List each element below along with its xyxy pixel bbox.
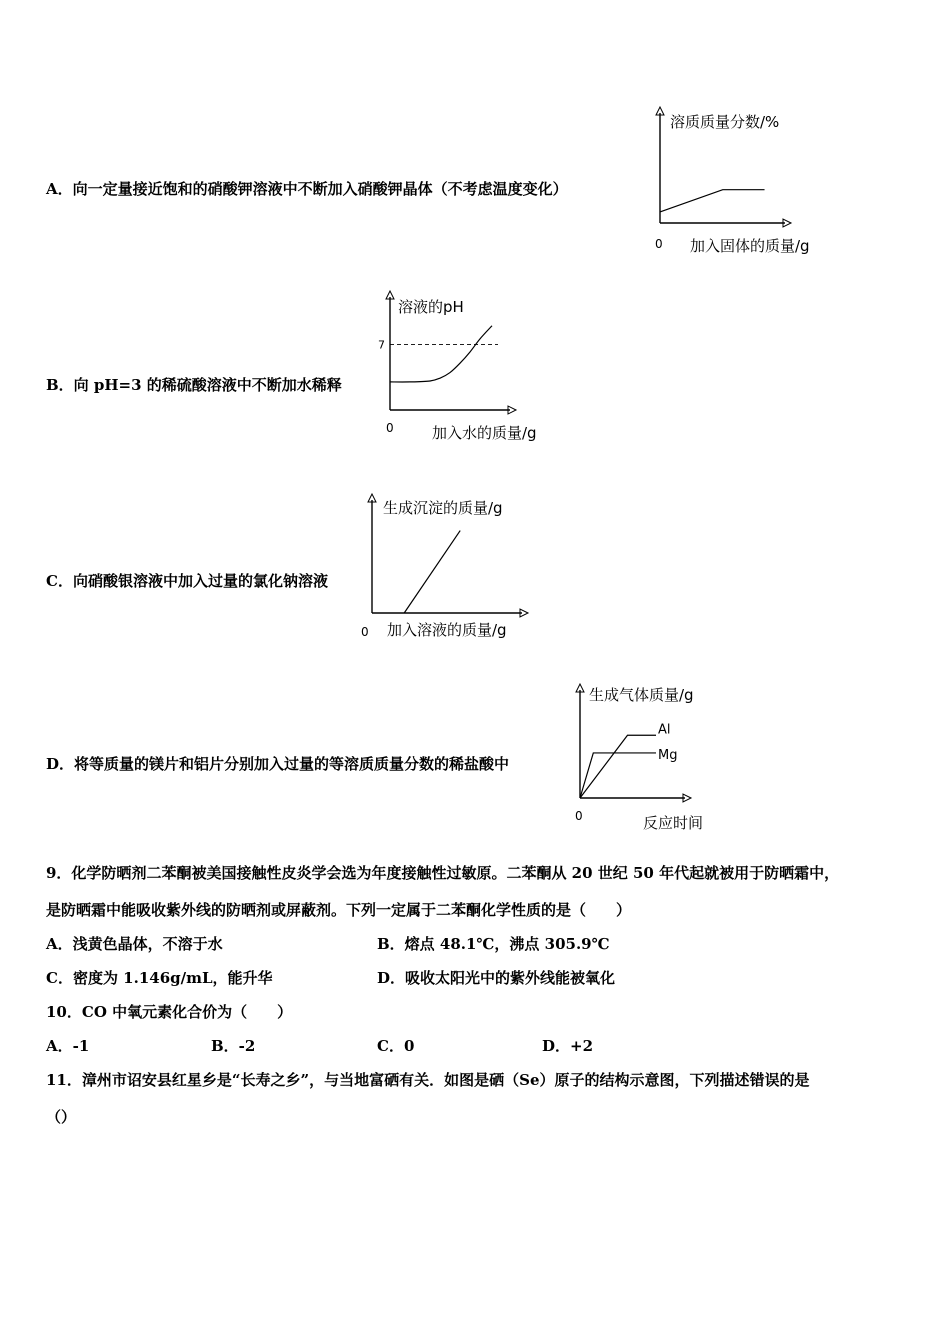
graph-a <box>640 105 840 260</box>
option-8-c: C．向硝酸银溶液中加入过量的氯化钠溶液 <box>46 572 328 590</box>
option-9-b: B．熔点 48.1℃，沸点 305.9℃ <box>377 935 610 953</box>
y-axis-label: 生成沉淀的质量/g <box>383 499 503 517</box>
series-line-Mg <box>580 753 656 798</box>
x-axis-label: 反应时间 <box>643 814 704 832</box>
origin-label: 0 <box>386 421 394 435</box>
x-axis-label: 加入固体的质量/g <box>690 237 810 255</box>
y-axis-label: 生成气体质量/g <box>589 686 694 704</box>
series-label-Al: Al <box>658 722 671 738</box>
origin-label: 0 <box>575 809 583 823</box>
option-9-a: A．浅黄色晶体，不溶于水 <box>46 935 223 953</box>
option-9-c: C．密度为 1.146g/mL，能升华 <box>46 969 273 987</box>
option-10-d: D．+2 <box>542 1037 594 1055</box>
graph-c <box>355 492 545 642</box>
option-10-a: A．-1 <box>46 1037 90 1055</box>
option-10-c: C．0 <box>377 1037 415 1055</box>
origin-label: 0 <box>655 237 663 251</box>
x-axis-label: 加入溶液的质量/g <box>387 621 507 639</box>
reference-line-label: 7 <box>378 338 385 352</box>
series-line-pH <box>390 326 492 382</box>
series-line-沉淀质量 <box>404 531 460 613</box>
origin-label: 0 <box>361 625 369 639</box>
option-8-d: D．将等质量的镁片和铝片分别加入过量的等溶质质量分数的稀盐酸中 <box>46 755 510 773</box>
option-10-b: B．-2 <box>211 1037 256 1055</box>
option-8-a: A．向一定量接近饱和的硝酸钾溶液中不断加入硝酸钾晶体（不考虑温度变化） <box>46 180 568 198</box>
x-axis-label: 加入水的质量/g <box>432 424 537 442</box>
y-axis-label: 溶液的pH <box>398 298 464 316</box>
series-line-Al <box>580 735 656 798</box>
graph-b <box>370 290 570 450</box>
question-9-stem-line1: 9．化学防晒剂二苯酮被美国接触性皮炎学会选为年度接触性过敏原。二苯酮从 20 世纪 50 年代起就被用于防晒霜中， <box>46 864 840 882</box>
question-11-stem-line1: 11．漳州市诏安县红星乡是“长寿之乡”，与当地富硒有关．如图是硒（Se）原子的结构示意图，下列描述错误的是 <box>46 1071 810 1089</box>
question-10-stem: 10．CO 中氧元素化合价为（ ） <box>46 1003 293 1021</box>
question-9-stem-line2: 是防晒霜中能吸收紫外线的防晒剂或屏蔽剂。下列一定属于二苯酮化学性质的是（ ） <box>46 901 632 919</box>
y-axis-label: 溶质质量分数/% <box>670 113 780 131</box>
series-label-Mg: Mg <box>658 747 678 763</box>
question-11-stem-line2: （） <box>46 1108 77 1126</box>
option-9-d: D．吸收太阳光中的紫外线能被氧化 <box>377 969 616 987</box>
option-8-b: B．向 pH=3 的稀硫酸溶液中不断加水稀释 <box>46 376 342 394</box>
series-line-溶质质量分数 <box>660 190 765 212</box>
graph-d <box>565 680 735 835</box>
